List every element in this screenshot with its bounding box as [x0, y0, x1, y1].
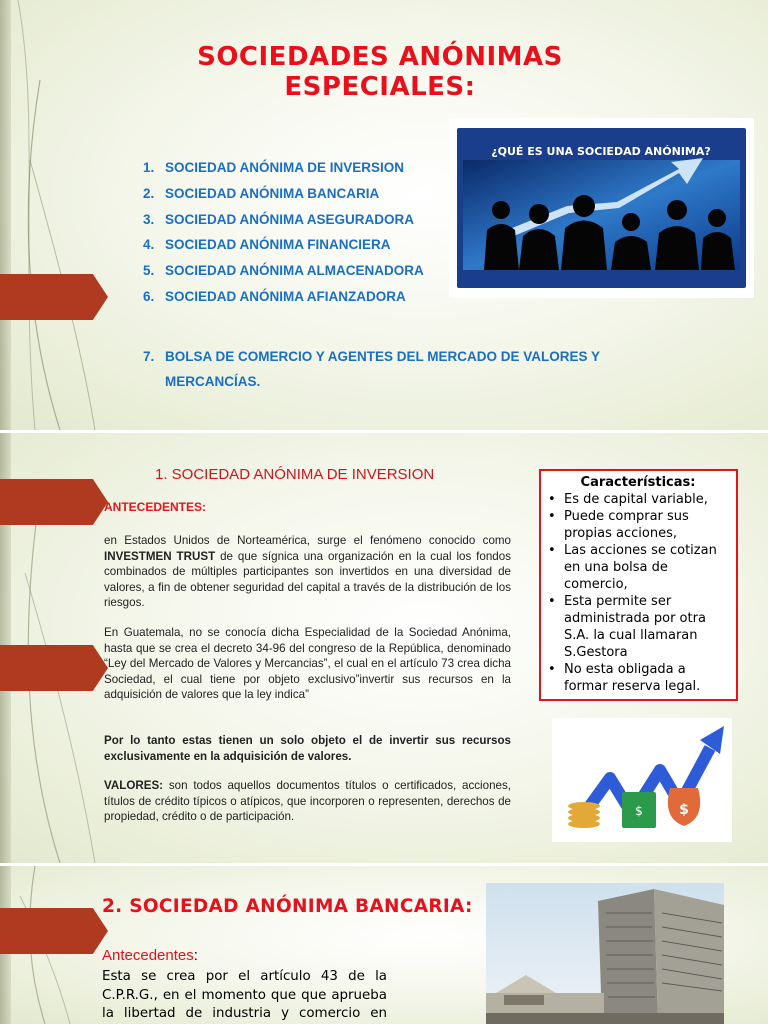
- paragraph-2: En Guatemala, no se conocía dicha Especialidad de la Sociedad Anónima, hasta que se crea el decreto 34-96 del congreso de la República, denominado “Ley del Mercado de Valores y Mercancias”, el cual en el artículo 73 crea dicha Sociedad, el cual tiene por objeto exclusivo”invertir sus recursos en la adquisición de valores que la ley indica”: [104, 626, 511, 702]
- section-tab-marker: [0, 479, 108, 525]
- section-tab-marker: [0, 274, 108, 320]
- antecedentes-label: [102, 947, 198, 964]
- list-item: • No esta obligada a formar reserva legal.: [546, 661, 730, 695]
- slide-1: [0, 0, 768, 430]
- list-item: • Es de capital variable,: [546, 491, 730, 508]
- antecedentes-text: Antecedentes: [102, 947, 194, 964]
- paragraph-4: [104, 778, 511, 825]
- list-item: • Puede comprar sus propias acciones,: [546, 508, 730, 542]
- title-line-2: ESPECIALES:: [284, 72, 476, 102]
- section-tab-marker: [0, 645, 108, 691]
- list-item: • Las acciones se cotizan en una bolsa de comercio,: [546, 542, 730, 593]
- list-label: SOCIEDAD ANÓNIMA ASEGURADORA: [165, 211, 415, 227]
- list-label: BOLSA DE COMERCIO Y AGENTES DEL MERCADO DE VALORES Y MERCANCÍAS.: [165, 349, 600, 389]
- list-number: 7.: [143, 349, 155, 364]
- section-heading: 2. SOCIEDAD ANÓNIMA BANCARIA:: [102, 896, 473, 917]
- svg-text:$: $: [679, 802, 689, 818]
- list-number: 3.: [143, 211, 155, 227]
- title-line-1: SOCIEDADES ANÓNIMAS: [197, 42, 563, 72]
- list-item: [143, 263, 424, 289]
- bold-term: INVESTMEN TRUST: [104, 549, 216, 563]
- characteristics-box: [539, 469, 738, 701]
- paragraph-1: Esta se crea por el artículo 43 de la C.P.R.G., en el momento que que aprueba la libertad de industria y comercio en: [102, 969, 387, 1021]
- money-growth-image: [552, 718, 732, 842]
- list-label: SOCIEDAD ANÓNIMA ALMACENADORA: [165, 263, 424, 279]
- business-people-image: [449, 118, 754, 298]
- list-label: SOCIEDAD ANÓNIMA BANCARIA: [165, 185, 380, 201]
- list-label: SOCIEDAD ANÓNIMA FINANCIERA: [165, 237, 391, 253]
- list-item: [143, 186, 424, 212]
- text-run: de que sígnica una organización en la cual los fondos combinados de múltiples participantes son invertidos en una diversidad de valores, a fin de obtener seguridad del capital a través de la distribución de los riesgos.: [104, 549, 511, 610]
- paragraph-3: Por lo tanto estas tienen un solo objeto el de invertir sus recursos exclusivamente en la adquisición de valores.: [104, 734, 511, 763]
- svg-text:$: $: [635, 804, 643, 818]
- list-item: [143, 212, 424, 238]
- special-companies-list: [143, 160, 424, 315]
- text-run: en Estados Unidos de Norteamérica, surge el fenómeno conocido como: [104, 534, 511, 547]
- characteristics-list: [546, 491, 730, 695]
- section-tab-marker: [0, 908, 108, 954]
- bank-building-image: [486, 883, 724, 1024]
- antecedentes-label: ANTECEDENTES:: [104, 500, 207, 514]
- list-number: 2.: [143, 185, 155, 201]
- colon: :: [193, 947, 198, 964]
- section-heading: 1. SOCIEDAD ANÓNIMA DE INVERSION: [155, 466, 435, 483]
- list-number: 6.: [143, 288, 155, 304]
- list-label: SOCIEDAD ANÓNIMA AFIANZADORA: [165, 288, 406, 304]
- list-item: [143, 237, 424, 263]
- list-number: 1.: [143, 160, 155, 175]
- characteristics-title: Características:: [580, 475, 696, 490]
- list-item-7: [143, 344, 643, 394]
- list-number: 4.: [143, 237, 155, 253]
- image-banner-text: ¿QUÉ ES UNA SOCIEDAD ANÓNIMA?: [491, 145, 711, 158]
- page-title: [170, 42, 590, 102]
- decorative-lines: [0, 0, 120, 430]
- list-item: • Esta permite ser administrada por otra S.A. la cual llamaran S.Gestora: [546, 593, 730, 661]
- bold-term: VALORES:: [104, 779, 164, 792]
- text-run: son todos aquellos documentos títulos o certificados, acciones, títulos de crédito típicos o atípicos, que incorporen o representen, derechos de propiedad, crédito o de participación.: [104, 779, 511, 824]
- list-number: 5.: [143, 263, 155, 279]
- list-item: [143, 289, 424, 315]
- list-label: SOCIEDAD ANÓNIMA DE INVERSION: [165, 160, 405, 175]
- paragraph-1: [104, 533, 511, 611]
- list-item: [143, 160, 424, 186]
